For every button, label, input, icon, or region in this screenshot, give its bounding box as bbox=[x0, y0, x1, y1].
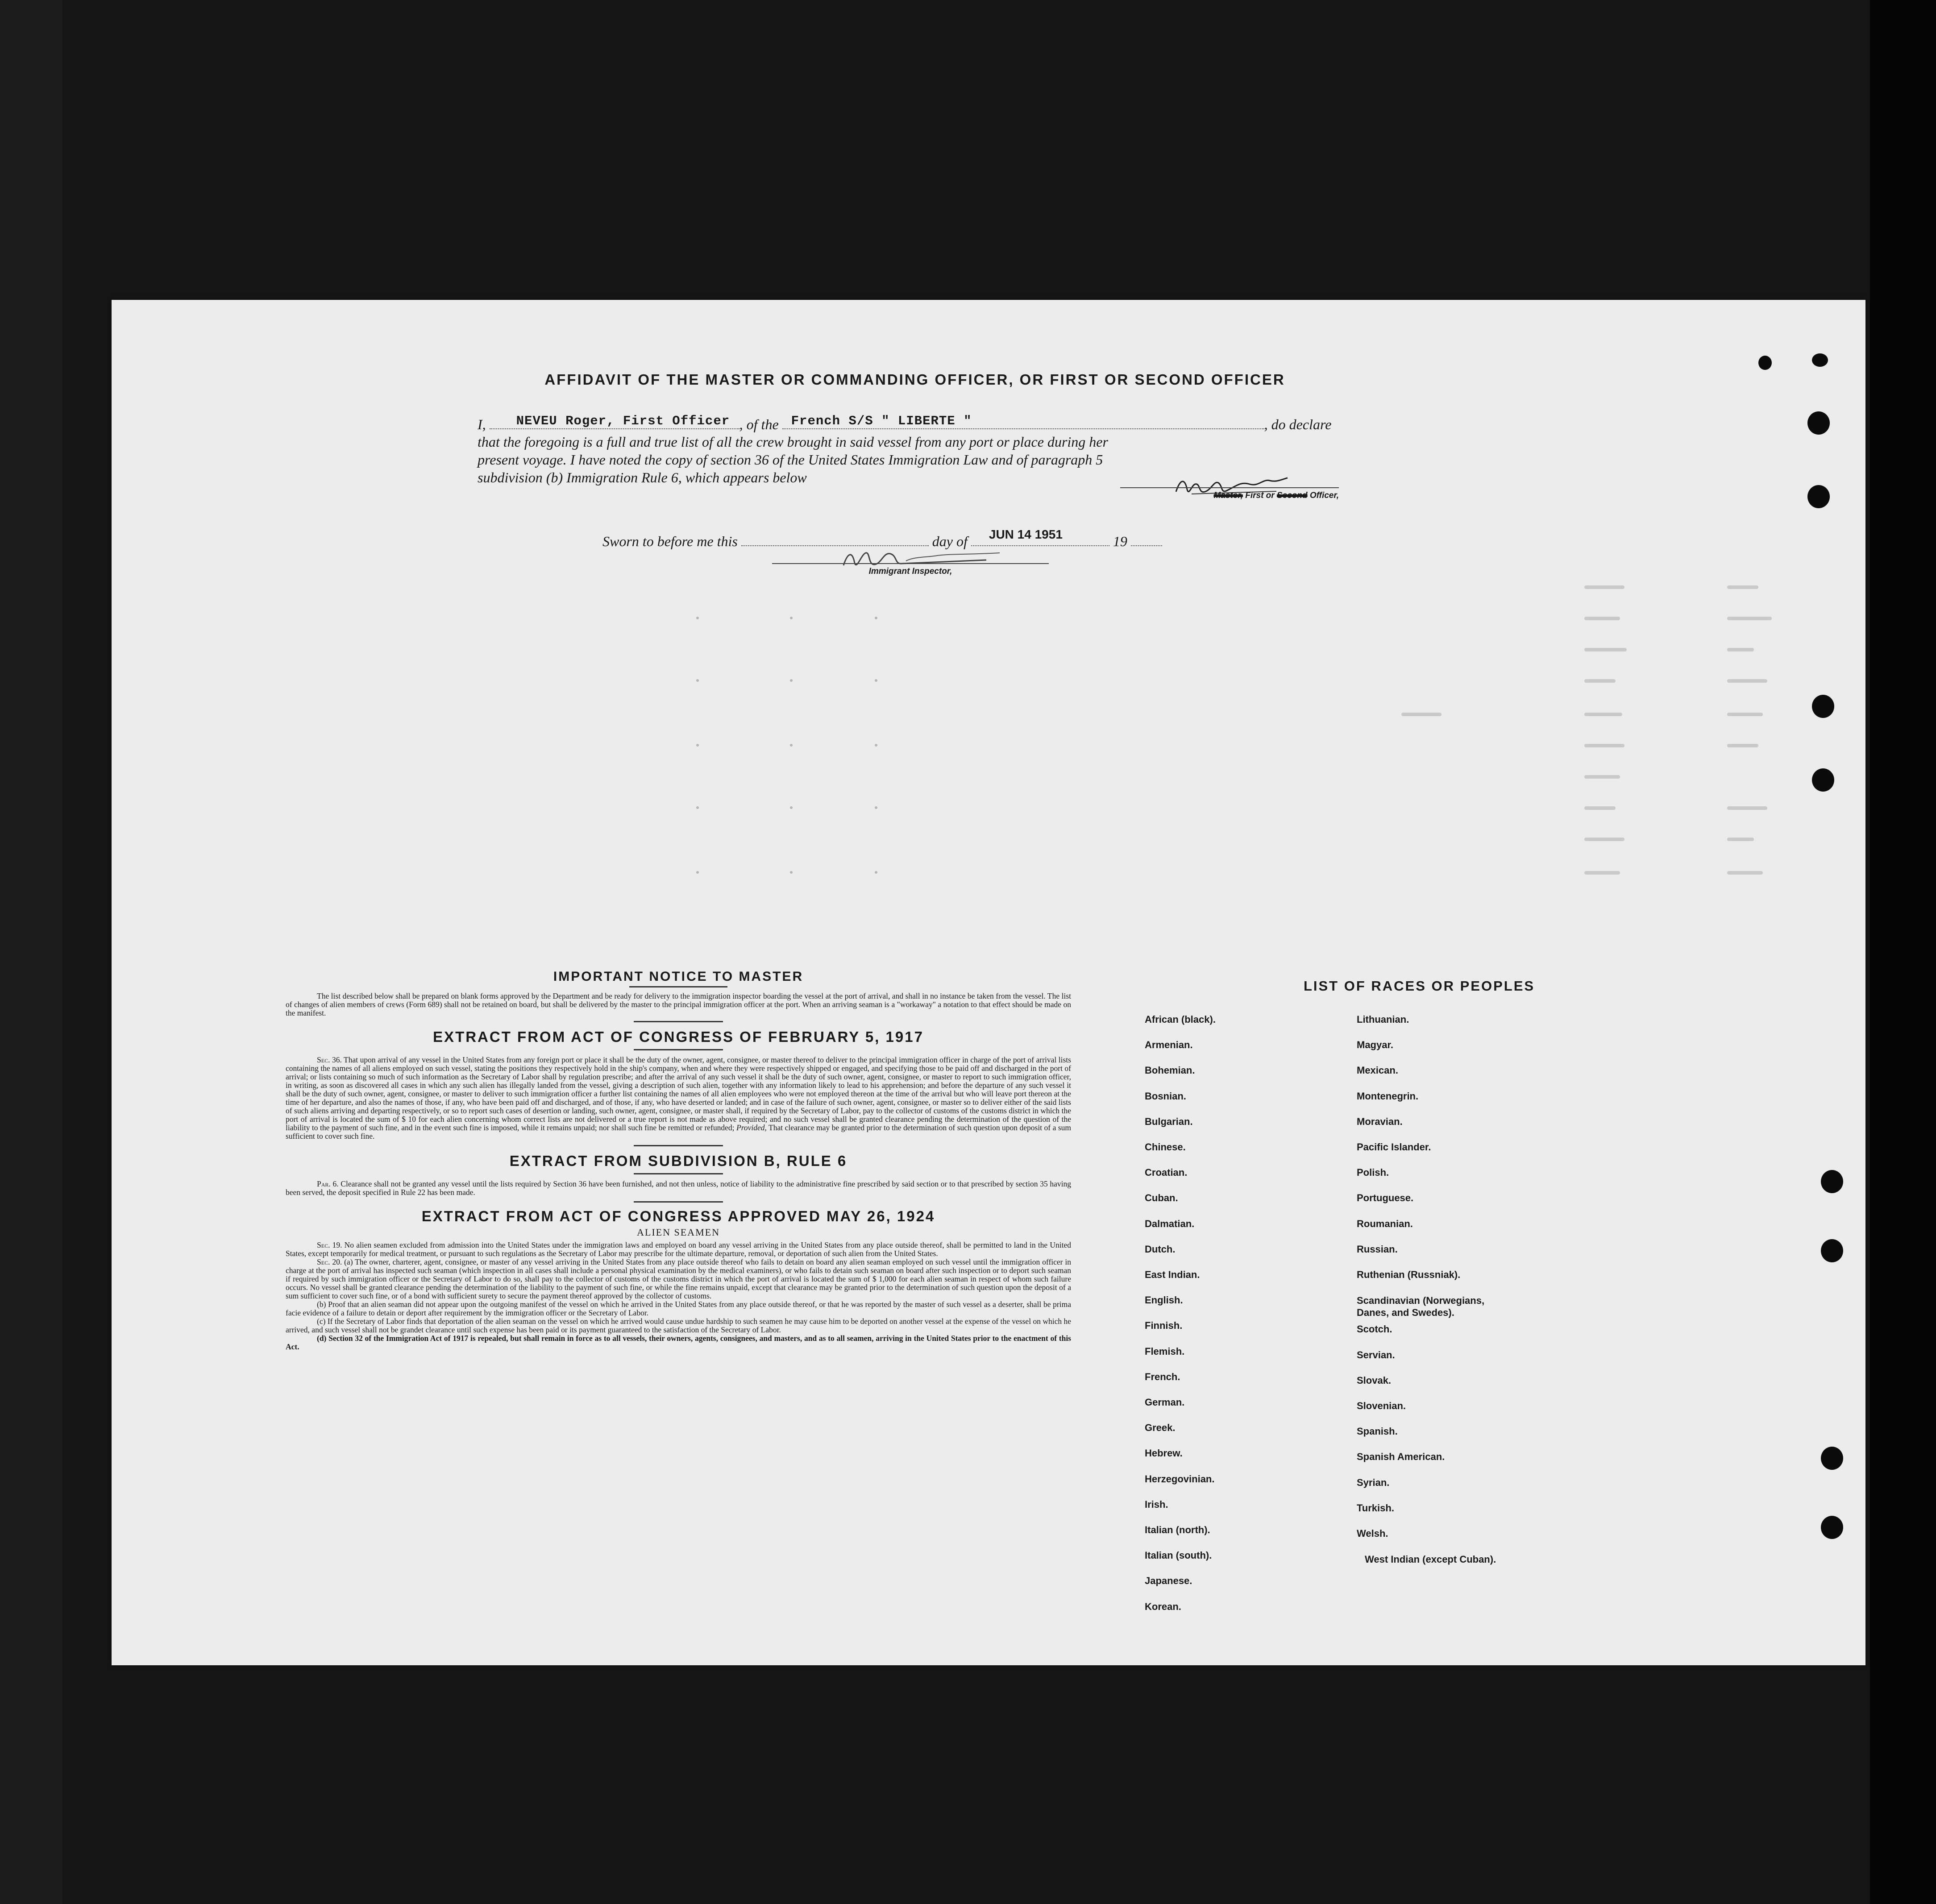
sec20b-text: (b) Proof that an alien seaman did not appear upon the outgoing manifest of the vessel on which he arrived in the United States from any place outside thereof, or that he was reported by the master of such vessel as a deserter, shall be prima facie evidence of a failure to detain or deport after requirement by the immigration officer or the Secretary of Labor. bbox=[286, 1300, 1071, 1317]
sec19-body: No alien seamen excluded from admission into the United States under the immigration laws and employed on board any vessel arriving in the United States from any place outside thereof, shall be permitted to land in the United States, except temporarily for medical treatment, or pursuant to such regulations as the Secretary of Labor may prescribe for the ultimate departure, removal, or deportation of such alien from the United States. bbox=[286, 1240, 1071, 1258]
bleed-row bbox=[558, 648, 1825, 652]
section-divider bbox=[634, 1021, 723, 1022]
inspector-signature-line bbox=[772, 563, 1049, 564]
race-item: Scotch. bbox=[1357, 1323, 1392, 1335]
officer-name-field bbox=[490, 415, 740, 429]
year-field bbox=[1131, 532, 1162, 546]
sec20a-body: (a) The owner, charterer, agent, consignee, or master of any vessel arriving in the United States from any place outside thereof who fails to detain on board any alien seaman employed on such vessel until the immigration officer in charge at the port of arrival has inspected such seaman (which inspection in all cases shall include a personal physical examination by the medical examiners), or who fails to detain such seaman on board after such inspection or to deport such seaman if required by such immigration officer or the Secretary of Labor to do so, shall pay to the collector of customs of the customs district in which the port of arrival is located the sum of $ 1,000 for each alien seaman in respect of whom such failure occurs. No vessel shall be granted clearance pending the determination of the liability to the payment of such fine, or while the fine remains unpaid, except that clearance may be granted prior to the determination of such question upon the deposit of a sum sufficient to cover such fine, or of a bond with sufficient surety to secure the payment thereof approved by the collector of customs. bbox=[286, 1257, 1071, 1300]
race-item: Mexican. bbox=[1357, 1065, 1398, 1076]
race-item: Finnish. bbox=[1145, 1320, 1183, 1332]
sworn-line bbox=[602, 527, 1162, 550]
race-item: Syrian. bbox=[1357, 1477, 1390, 1488]
bleed-row bbox=[558, 838, 1825, 842]
section-divider bbox=[634, 1201, 723, 1203]
race-item: Portuguese. bbox=[1357, 1192, 1414, 1204]
inspector-signature-block bbox=[772, 563, 1049, 577]
bleed-row bbox=[558, 585, 1825, 590]
race-item: Chinese. bbox=[1145, 1141, 1186, 1153]
declaration-line-3: present voyage. I have noted the copy of section 36 of the United States Immigration Law and of paragraph 5 bbox=[478, 452, 1103, 468]
race-item: Irish. bbox=[1145, 1498, 1168, 1510]
declaration-paragraph bbox=[478, 415, 1424, 486]
punch-hole bbox=[1807, 411, 1830, 435]
do-declare-label: , do declare bbox=[1264, 416, 1332, 432]
bleed-row bbox=[558, 775, 1825, 780]
of-the-label: , of the bbox=[739, 416, 779, 432]
race-item: Roumanian. bbox=[1357, 1218, 1413, 1229]
officer-signature-block bbox=[1071, 487, 1339, 501]
declaration-line-2: that the foregoing is a full and true list of all the crew brought in said vessel from any port or place during her bbox=[478, 434, 1108, 450]
race-item: Welsh. bbox=[1357, 1528, 1388, 1539]
notice-rule bbox=[629, 986, 727, 987]
race-item: Italian (south). bbox=[1145, 1550, 1212, 1561]
race-item: Moravian. bbox=[1357, 1116, 1403, 1127]
race-item: Russian. bbox=[1357, 1243, 1398, 1255]
extract-1917-provided: Provided, bbox=[736, 1123, 767, 1132]
rule6-par-label: Par. 6. bbox=[317, 1179, 339, 1188]
affidavit-title: AFFIDAVIT OF THE MASTER OR COMMANDING OFFICER, OR FIRST OR SECOND OFFICER bbox=[544, 371, 1285, 388]
bleed-row bbox=[558, 744, 1825, 748]
declaration-line-1 bbox=[478, 415, 1424, 433]
race-item: Dalmatian. bbox=[1145, 1218, 1195, 1229]
race-item: Hebrew. bbox=[1145, 1448, 1183, 1459]
race-item: Slovak. bbox=[1357, 1374, 1392, 1386]
race-item: Spanish American. bbox=[1357, 1451, 1445, 1463]
punch-hole bbox=[1821, 1447, 1843, 1470]
race-item: Pacific Islander. bbox=[1357, 1141, 1431, 1153]
race-item: Armenian. bbox=[1145, 1039, 1193, 1051]
rule6-title: EXTRACT FROM SUBDIVISION B, RULE 6 bbox=[509, 1153, 848, 1169]
sec20-label: Sec. 20. bbox=[317, 1257, 342, 1266]
rule6-body: Clearance shall not be granted any vessel until the lists required by Section 36 have been furnished, and not then unless, notice of liability to the administrative fine prescribed by said section or to that prescribed by section 35 having been served, the deposit specified in Rule 22 has been made. bbox=[286, 1179, 1072, 1197]
race-item: Scandinavian (Norwegians, Danes, and Swedes). bbox=[1357, 1295, 1485, 1319]
race-item: Polish. bbox=[1357, 1167, 1389, 1178]
punch-hole bbox=[1821, 1516, 1843, 1539]
officer-title-first: First or bbox=[1242, 491, 1275, 500]
race-item: Slovenian. bbox=[1357, 1400, 1406, 1411]
race-item: Herzegovinian. bbox=[1145, 1473, 1215, 1485]
sworn-date-field bbox=[971, 527, 1109, 546]
sworn-day-field bbox=[741, 532, 929, 546]
race-item: Italian (north). bbox=[1145, 1524, 1210, 1535]
officer-title-second: Second bbox=[1276, 491, 1308, 500]
section-divider bbox=[634, 1145, 723, 1146]
sec19-text bbox=[286, 1241, 1071, 1258]
race-item: Dutch. bbox=[1145, 1243, 1176, 1255]
extract-1917-end: That clearance may be granted prior to the determination of such question upon deposit of a sum sufficient to cover such fine. bbox=[286, 1123, 1071, 1141]
officer-title-master: Master, bbox=[1213, 491, 1243, 500]
race-item: Ruthenian (Russniak). bbox=[1357, 1269, 1461, 1280]
notice-text: The list described below shall be prepared on blank forms approved by the Department and be ready for delivery to the immigration inspector boarding the vessel at the port of arrival, and shall in no instance be taken from the vessel. The list of changes of alien members of crews (Form 689) shall not be retained on board, but shall be delivered by the master to the principal immigration officer at the port. When an arriving seaman is a "workaway" a notation to that effect should be made on the manifest. bbox=[286, 991, 1071, 1017]
sworn-label: Sworn to before me this bbox=[602, 533, 738, 549]
bleed-row bbox=[558, 679, 1825, 684]
sec19-label: Sec. 19. bbox=[317, 1240, 342, 1249]
extract-1917-sec-label: Sec. 36. bbox=[317, 1055, 342, 1064]
rule6-text bbox=[286, 1180, 1071, 1197]
officer-name: NEVEU Roger, First Officer bbox=[516, 414, 730, 428]
alien-seamen-heading: ALIEN SEAMEN bbox=[637, 1227, 720, 1238]
race-item: Japanese. bbox=[1145, 1575, 1192, 1587]
rule6-rule bbox=[634, 1173, 723, 1174]
document-page bbox=[112, 300, 1865, 1665]
extract-1917-body: That upon arrival of any vessel in the United States from any foreign port or place it shall be the duty of the owner, agent, consignee, or master thereof to deliver to the principal immigration officer in charge of the port of arrival lists containing the names of all aliens employed on such vessel, stating the positions they respectively hold in the ship's company, when and where they were respectively shipped or engaged, and specifying those to be paid off and discharged in the port of arrival; or lists containing so much of such information as the Secretary of Labor shall by regulation prescribe; and after the arrival of any such vessel it shall be the duty of such owner, agent, consignee, or master to report to such immigration officer, in writing, as soon as discovered all cases in which any such alien has illegally landed from the vessel, giving a description of such alien, together with any information likely to lead to his apprehension; and before the departure of any such vessel it shall be the duty of such owner, agent, consignee, or master to deliver to such immigration officer a further list containing the names of all alien employees who were not employed thereon at the time of the arrival but who will leave port thereon at the time of her departure, and also the names of those, if any, who have been paid off and discharged, and of those, if any, who have deserted or landed; and in case of the failure of such owner, agent, consignee, or master so to deliver either of the said lists of such aliens arriving and departing respectively, or so to report such cases of desertion or landing, such owner, agent, consignee, or master shall, if required by the Secretary of Labor, pay to the collector of customs of the customs district in which the port of arrival is located the sum of $ 10 for each alien concerning whom correct lists are not delivered or a true report is not made as above required; and no such vessel shall be granted clearance pending the determination of the question of the liability to the payment of such fine, and in the event such fine is imposed, while it remains unpaid; nor shall such fine be remitted or refunded; bbox=[286, 1055, 1071, 1132]
scan-edge-left bbox=[0, 0, 62, 1904]
scan-edge-right bbox=[1870, 0, 1936, 1904]
race-item: Bosnian. bbox=[1145, 1090, 1186, 1102]
race-item: Bulgarian. bbox=[1145, 1116, 1193, 1127]
officer-title-officer: Officer, bbox=[1307, 491, 1339, 500]
race-item: German. bbox=[1145, 1397, 1185, 1408]
officer-signature-line bbox=[1120, 487, 1339, 488]
race-item: Korean. bbox=[1145, 1601, 1181, 1612]
race-item: West Indian (except Cuban). bbox=[1365, 1554, 1496, 1565]
punch-hole bbox=[1812, 353, 1828, 367]
bleed-row bbox=[558, 713, 1825, 717]
race-item: Greek. bbox=[1145, 1422, 1176, 1434]
race-item: African (black). bbox=[1145, 1014, 1216, 1025]
inspector-label: Immigrant Inspector, bbox=[868, 567, 952, 576]
declaration-i-label: I, bbox=[478, 416, 486, 432]
day-of-label: day of bbox=[932, 533, 968, 549]
race-item: Flemish. bbox=[1145, 1345, 1185, 1357]
race-item: Cuban. bbox=[1145, 1192, 1178, 1204]
vessel-field bbox=[782, 415, 1264, 429]
officer-title-label bbox=[1071, 491, 1339, 501]
race-item: Servian. bbox=[1357, 1349, 1395, 1361]
race-item: English. bbox=[1145, 1294, 1183, 1306]
declaration-line-4: subdivision (b) Immigration Rule 6, which appears below bbox=[478, 469, 807, 485]
punch-hole bbox=[1807, 485, 1830, 508]
race-item: Lithuanian. bbox=[1357, 1014, 1409, 1025]
sec20a-text bbox=[286, 1258, 1071, 1300]
race-item: French. bbox=[1145, 1371, 1180, 1382]
vessel-name: French S/S " LIBERTE " bbox=[791, 414, 972, 428]
year-label: 19 bbox=[1113, 533, 1127, 549]
race-item: Spanish. bbox=[1357, 1426, 1398, 1437]
legal-extracts-column bbox=[286, 969, 1071, 1351]
extract-1924-title: EXTRACT FROM ACT OF CONGRESS APPROVED MAY 26, 1924 bbox=[421, 1208, 935, 1224]
race-item: Bohemian. bbox=[1145, 1065, 1195, 1076]
extract-1917-rule bbox=[634, 1049, 723, 1050]
race-item: Croatian. bbox=[1145, 1167, 1188, 1178]
bleed-row bbox=[558, 871, 1825, 875]
date-stamp: JUN 14 1951 bbox=[989, 527, 1063, 541]
races-title: LIST OF RACES OR PEOPLES bbox=[1303, 978, 1535, 994]
sec20c-text: (c) If the Secretary of Labor finds that deportation of the alien seaman on the vessel on which he arrived would cause undue hardship to such seamen he may cause him to be deported on another vessel at the expense of the vessel on which he arrived, and such vessel shall not be grandet clearance until such expense has been paid or its payment guaranteed to the satisfaction of the Secretary of Labor. bbox=[286, 1317, 1071, 1334]
race-item: Montenegrin. bbox=[1357, 1090, 1419, 1102]
bleed-row bbox=[558, 617, 1825, 621]
race-item: Magyar. bbox=[1357, 1039, 1393, 1051]
sec20d-text: (d) Section 32 of the Immigration Act of 1917 is repealed, but shall remain in force as to all vessels, their owners, agents, consignees, and masters, and as to all seamen, arriving in the United States prior to the enactment of this Act. bbox=[286, 1334, 1071, 1351]
punch-hole bbox=[1758, 356, 1772, 370]
extract-1917-text bbox=[286, 1056, 1071, 1141]
notice-title: IMPORTANT NOTICE TO MASTER bbox=[553, 969, 804, 984]
bleed-row bbox=[558, 806, 1825, 811]
race-item: East Indian. bbox=[1145, 1269, 1200, 1280]
extract-1917-title: EXTRACT FROM ACT OF CONGRESS OF FEBRUARY 5, 1917 bbox=[433, 1029, 924, 1045]
race-item: Turkish. bbox=[1357, 1502, 1394, 1514]
